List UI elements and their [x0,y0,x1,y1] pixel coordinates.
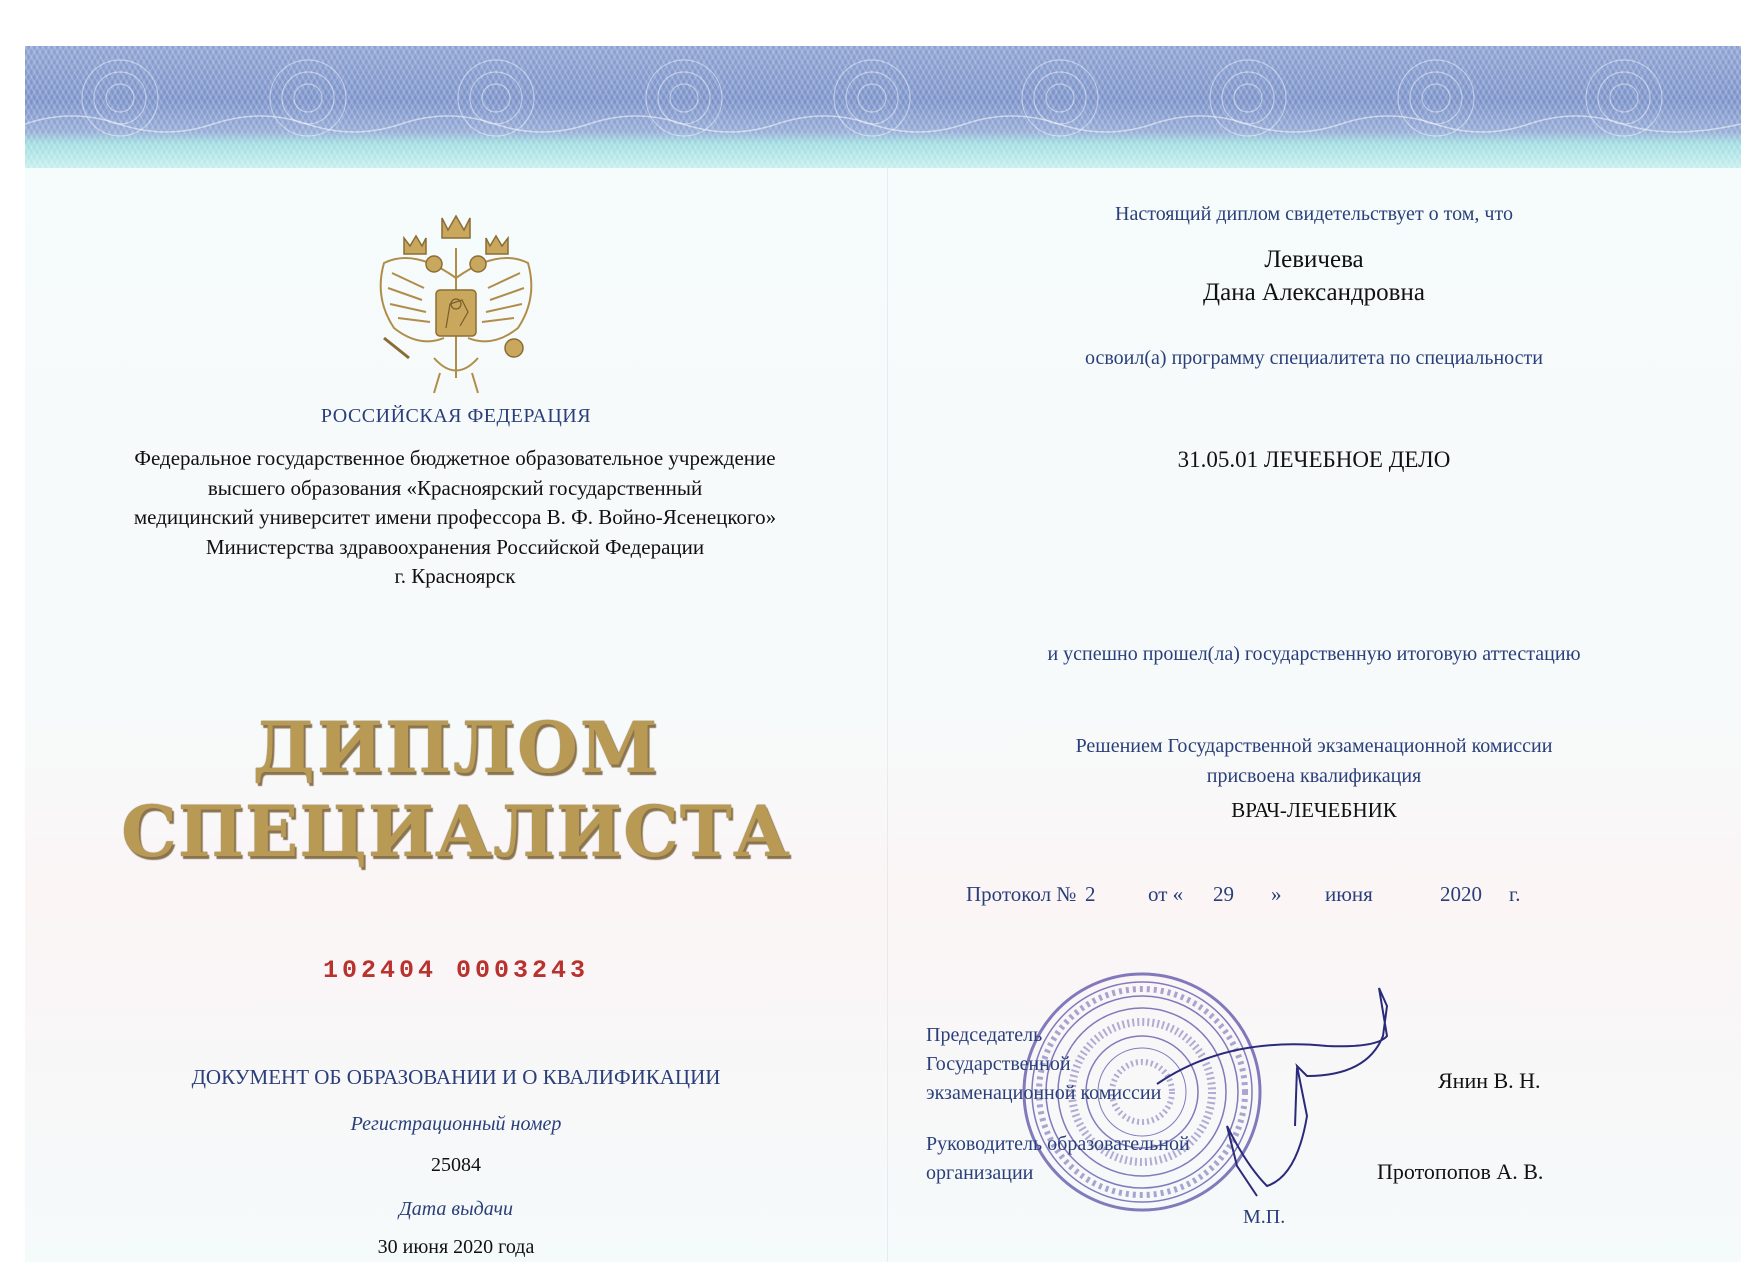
protocol-year: 2020 [1440,882,1482,906]
registration-number: 25084 [431,1154,481,1176]
chair-label-line: экзаменационной комиссии [926,1082,1162,1104]
passed-attestation-text: и успешно прошел(ла) государственную итоговую аттестацию [1047,643,1581,665]
head-name: Протопопов А. В. [1377,1159,1544,1184]
institution-line: г. Красноярск [394,564,516,588]
chair-label-line: Государственной [926,1053,1071,1075]
commission-decision-line2: присвоена квалификация [1206,765,1422,787]
institution-line: Федеральное государственное бюджетное образовательное учреждение [134,446,776,470]
specialty: 31.05.01 ЛЕЧЕБНОЕ ДЕЛО [1177,447,1451,472]
chair-label [926,1021,1161,1108]
registration-label: Регистрационный номер [350,1113,562,1135]
country-name: РОССИЙСКАЯ ФЕДЕРАЦИЯ [320,405,592,427]
institution-line: высшего образования «Красноярский государственный [207,475,703,500]
protocol-year-suffix: г. [1509,882,1521,906]
serial-number: 102404 0003243 [322,956,590,985]
diploma-sheet [25,46,1741,1262]
left-page [25,46,887,1262]
head-label-line: Руководитель образовательной [926,1133,1190,1155]
graduate-surname: Левичева [1264,246,1364,273]
seal-mark: М.П. [1243,1206,1286,1228]
issue-date-label: Дата выдачи [398,1198,514,1220]
protocol-number: 2 [1085,882,1096,906]
signature-icon [1147,976,1437,1226]
chair-name: Янин В. Н. [1438,1068,1541,1093]
protocol-label: Протокол № [966,882,1077,906]
right-page [887,46,1741,1262]
graduate-given-names: Дана Александровна [1203,279,1425,306]
head-label-line: организации [926,1162,1034,1184]
diploma-title-line1: ДИПЛОМ [252,706,660,789]
document-type: ДОКУМЕНТ ОБ ОБРАЗОВАНИИ И О КВАЛИФИКАЦИИ [191,1065,721,1089]
protocol-month: июня [1325,882,1373,906]
protocol-day: 29 [1213,882,1234,906]
diploma-title-line2: СПЕЦИАЛИСТА [121,790,791,873]
chair-label-line: Председатель [926,1024,1043,1046]
coat-of-arms-icon [364,208,548,400]
institution-line: медицинский университет имени профессора В. Ф. Войно-Ясенецкого» [133,505,777,529]
institution-line: Министерства здравоохранения Российской Федерации [205,534,705,559]
protocol-from-label: от « [1148,882,1184,906]
mastered-program-text: освоил(а) программу специалитета по специальности [1085,347,1543,369]
issue-date: 30 июня 2020 года [377,1236,535,1258]
commission-decision-line1: Решением Государственной экзаменационной комиссии [1075,735,1553,757]
certifies-text: Настоящий диплом свидетельствует о том, что [1115,203,1513,225]
qualification: ВРАЧ-ЛЕЧЕБНИК [1231,798,1397,822]
institution-name [85,444,825,592]
head-label [926,1130,1190,1188]
protocol-day-close: » [1271,882,1282,906]
